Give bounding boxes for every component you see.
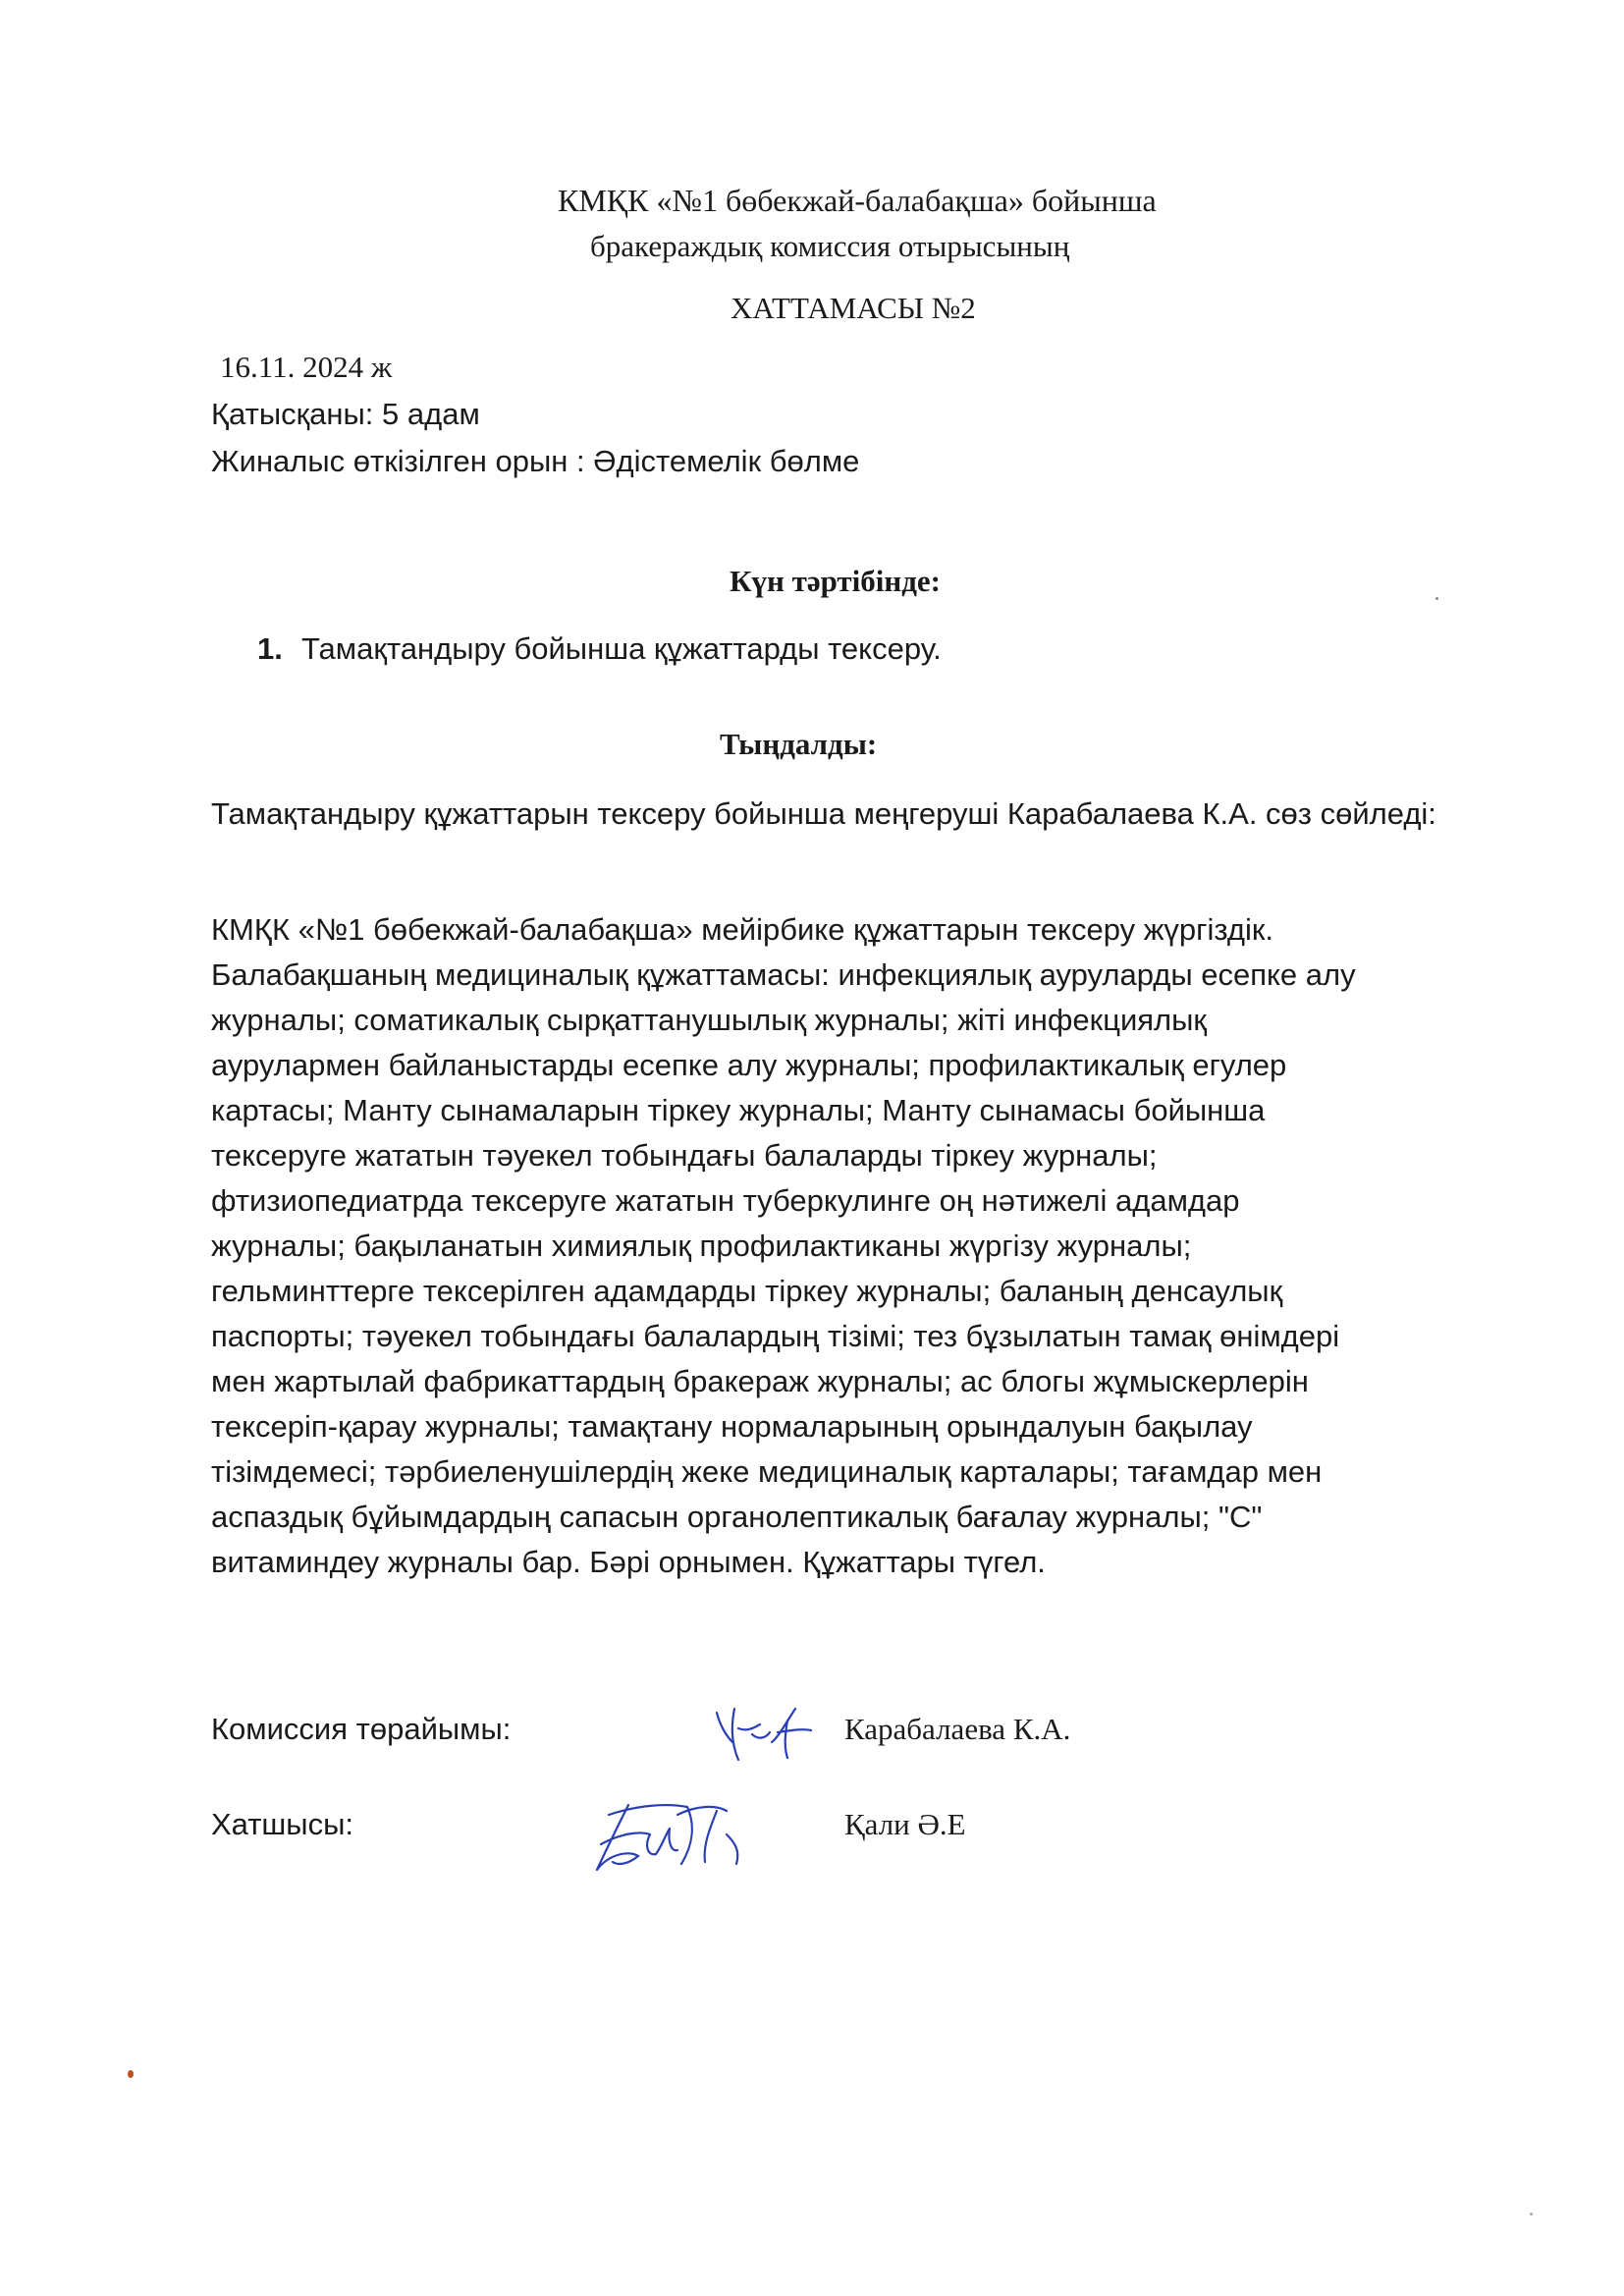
- participants-count: Қатысқаны: 5 адам: [211, 397, 480, 431]
- paragraph-line: фтизиопедиатрда тексеруге жататын туберкулинге оң нәтижелі адамдар: [211, 1183, 1240, 1218]
- paragraph-line: тізімдемесі; тәрбиеленушілердің жеке медициналық карталары; тағамдар мен: [211, 1454, 1323, 1489]
- paragraph-line: аурулармен байланыстарды есепке алу журналы; профилактикалық егулер: [211, 1048, 1287, 1082]
- secretary-signature: [579, 1785, 776, 1884]
- heard-intro-paragraph: Тамақтандыру құжаттарын тексеру бойынша меңгеруші Карабалаева К.А. сөз сөйледі:: [211, 796, 1436, 831]
- paragraph-line: тексеруге жататын тәуекел тобындағы балаларды тіркеу журналы;: [211, 1138, 1158, 1173]
- agenda-item: [257, 631, 942, 667]
- heard-body-paragraph: [211, 907, 1512, 1585]
- paragraph-line: журналы; бақыланатын химиялық профилактиканы жүргізу журналы;: [211, 1229, 1192, 1263]
- meeting-venue: Жиналыс өткізілген орын : Әдістемелік бөлме: [211, 444, 860, 478]
- agenda-item-number: 1.: [257, 631, 283, 666]
- paragraph-line: мен жартылай фабрикаттардың бракераж журналы; ас блогы жұмыскерлерін: [211, 1364, 1309, 1398]
- paragraph-line: паспорты; тәуекел тобындағы балалардың тізімі; тез бұзылатын тамақ өнімдері: [211, 1319, 1340, 1353]
- paragraph-line: картасы; Манту сынамаларын тіркеу журналы; Манту сынамасы бойынша: [211, 1093, 1266, 1127]
- secretary-label: Хатшысы:: [211, 1807, 353, 1841]
- paragraph-line: Балабақшаның медициналық құжаттамасы: инфекциялық ауруларды есепке алу: [211, 957, 1356, 992]
- paragraph-line: аспаздық бұйымдардың сапасын органолептикалық бағалау журналы; "С": [211, 1500, 1263, 1534]
- paragraph-line: тексеріп-қарау журналы; тамақтану нормаларының орындалуын бақылау: [211, 1409, 1253, 1444]
- heard-heading: Тыңдалды:: [720, 727, 878, 761]
- agenda-item-text: Тамақтандыру бойынша құжаттарды тексеру.: [301, 631, 942, 666]
- agenda-heading: Күн тәртібінде:: [730, 564, 941, 598]
- protocol-date: 16.11. 2024 ж: [220, 350, 393, 384]
- scan-speck: [1435, 597, 1438, 600]
- scan-speck: [128, 2070, 134, 2078]
- chair-signature: [709, 1699, 817, 1768]
- header-commission-line: бракераждық комиссия отырысының: [590, 229, 1070, 263]
- document-title: ХАТТАМАСЫ №2: [731, 291, 976, 325]
- scan-speck: [1530, 2213, 1533, 2215]
- paragraph-line: витаминдеу журналы бар. Бәрі орнымен. Құжаттары түгел.: [211, 1545, 1046, 1579]
- chair-name: Карабалаева К.А.: [844, 1712, 1071, 1746]
- paragraph-line: журналы; соматикалық сырқаттанушылық журналы; жіті инфекциялық: [211, 1003, 1207, 1037]
- secretary-name: Қали Ә.Е: [844, 1807, 966, 1841]
- header-org-line: КМҚК «№1 бөбекжай-балабақша» бойынша: [558, 183, 1157, 218]
- chair-label: Комиссия төрайымы:: [211, 1712, 512, 1746]
- paragraph-line: КМҚК «№1 бөбекжай-балабақша» мейірбике құжаттарын тексеру жүргіздік.: [211, 912, 1274, 947]
- paragraph-line: гельминттерге тексерілген адамдарды тіркеу журналы; баланың денсаулық: [211, 1274, 1283, 1308]
